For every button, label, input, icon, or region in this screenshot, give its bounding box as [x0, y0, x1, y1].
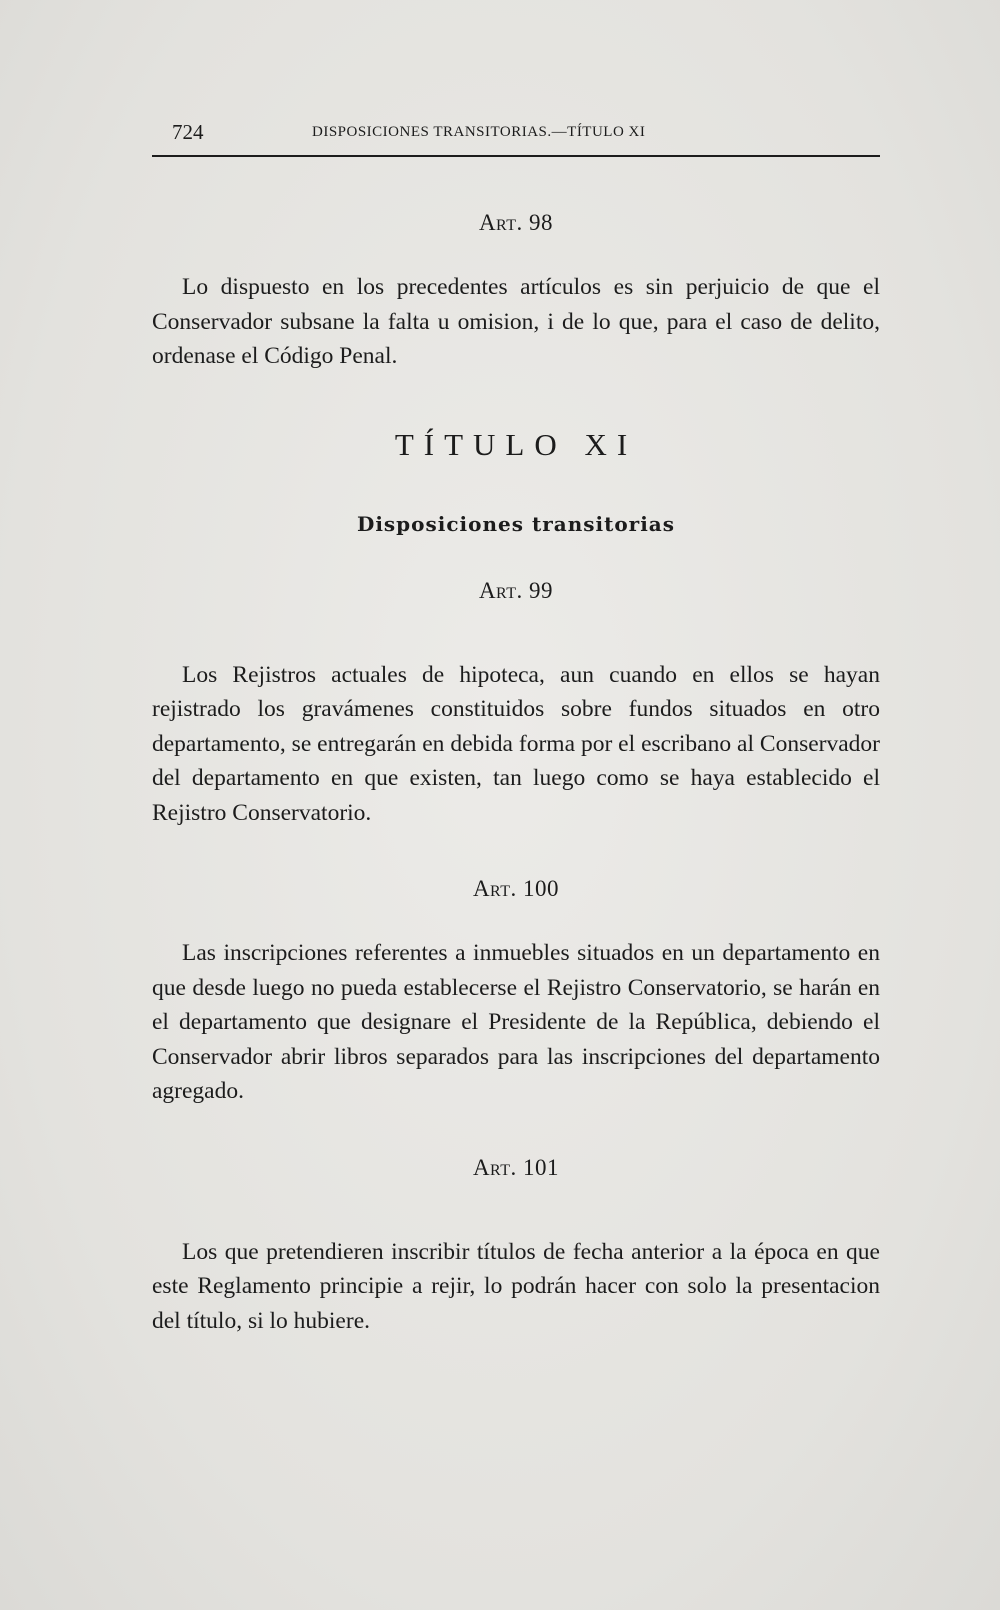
article-label: Art.	[472, 876, 517, 901]
article-heading-99	[152, 568, 880, 614]
section-subtitle: Disposiciones transitorias	[356, 511, 676, 536]
article-heading-100	[152, 866, 880, 912]
article-number: 101	[523, 1154, 560, 1180]
article-text-98: Lo dispuesto en los precedentes artículos es sin perjuicio de que el Conservador subsane la falta u omision, i de lo que, para el caso de delito, ordenase el Código Penal.	[152, 274, 880, 369]
page-header	[152, 116, 880, 144]
article-number: 98	[529, 210, 554, 235]
article-number: 100	[523, 876, 560, 901]
article-heading-101	[152, 1145, 880, 1191]
header-rule	[152, 155, 880, 157]
article-heading-98	[152, 200, 880, 246]
article-number: 99	[529, 577, 554, 603]
article-text-99: Los Rejistros actuales de hipoteca, aun cuando en ellos se hayan rejistrado los gravámenes constituidos sobre fundos situados en otro departamento, se entregarán en debida forma por el escribano al Conservador del departamento en que existen, tan luego como se haya establecido el Rejistro Conservatorio.	[152, 661, 880, 826]
article-text-101: Los que pretendieren inscribir títulos de fecha anterior a la época en que este Reglamento principie a rejir, lo podrán hacer con solo la presentacion del título, si lo hubiere.	[152, 1238, 880, 1334]
article-label: Art.	[478, 210, 523, 235]
section-title: TÍTULO XI	[394, 426, 638, 462]
page-number: 724	[172, 120, 204, 144]
article-label: Art.	[472, 1154, 517, 1180]
running-head: DISPOSICIONES TRANSITORIAS.—TÍTULO XI	[312, 124, 646, 140]
article-text-100: Las inscripciones referentes a inmuebles situados en un departamento en que desde luego no pueda establecerse el Rejistro Conservatorio, se harán en el departamento que designare el Presidente de la República, debiendo el Conservador abrir libros separados para las inscripciones del departamento agregado.	[152, 940, 880, 1104]
page-body	[152, 200, 880, 1338]
article-label: Art.	[478, 577, 523, 603]
